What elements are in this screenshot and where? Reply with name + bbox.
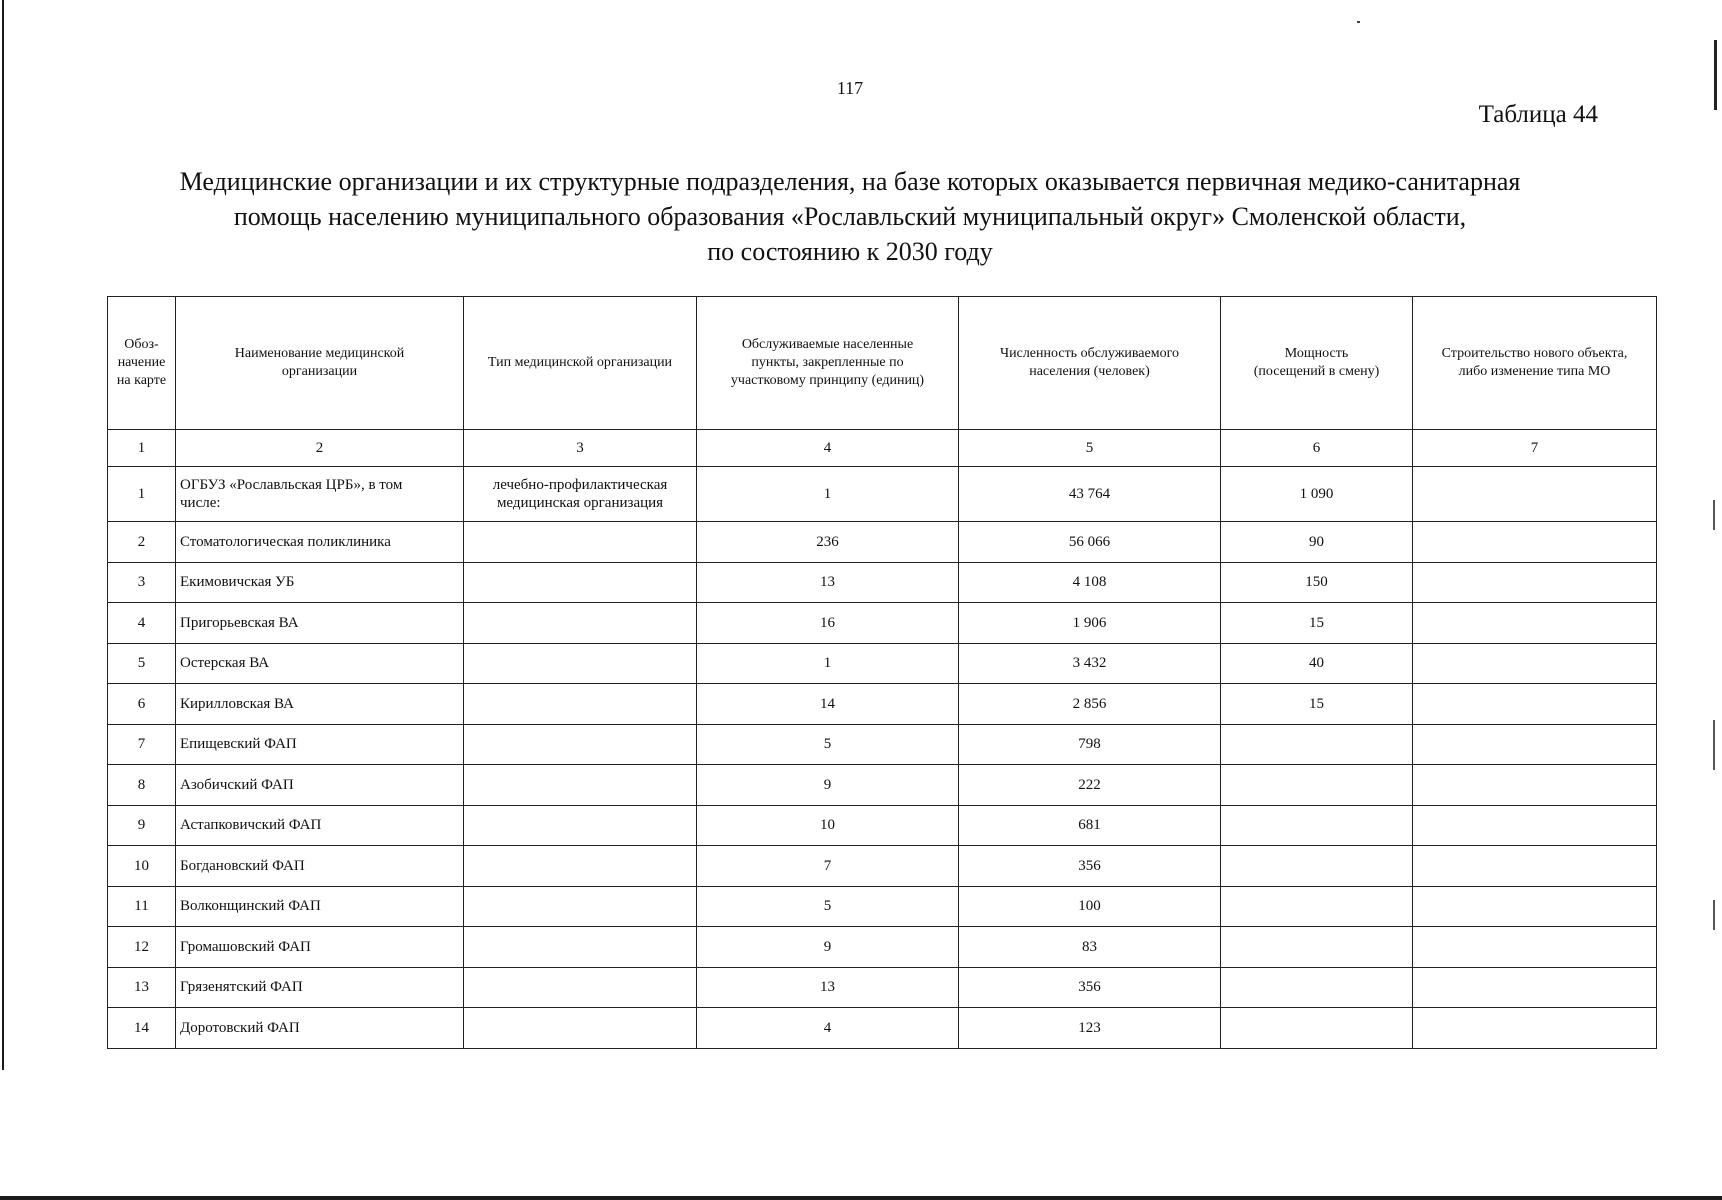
construction-cell [1413, 765, 1657, 806]
column-header [959, 297, 1221, 430]
settlements-cell: 5 [697, 886, 959, 927]
capacity-cell: 15 [1221, 603, 1413, 644]
page-number: 117 [836, 78, 864, 98]
capacity-cell [1221, 846, 1413, 887]
capacity-cell: 1 090 [1221, 467, 1413, 522]
settlements-cell: 236 [697, 522, 959, 563]
table-header-row [108, 297, 1657, 430]
organization-type-cell [464, 927, 697, 968]
capacity-cell: 150 [1221, 562, 1413, 603]
table-row [108, 805, 1657, 846]
map-code-cell: 4 [108, 603, 176, 644]
settlements-cell: 1 [697, 467, 959, 522]
page-right-edge-tick [1713, 500, 1715, 530]
capacity-cell: 90 [1221, 522, 1413, 563]
map-code-cell: 11 [108, 886, 176, 927]
organization-type-cell [464, 684, 697, 725]
settlements-cell: 5 [697, 724, 959, 765]
construction-cell [1413, 562, 1657, 603]
map-code-cell: 5 [108, 643, 176, 684]
construction-cell [1413, 522, 1657, 563]
organization-name-cell: Громашовский ФАП [176, 927, 464, 968]
column-number-row [108, 430, 1657, 467]
header-text: Обоз- начение на карте [116, 337, 167, 388]
settlements-cell: 14 [697, 684, 959, 725]
header-text: Тип медицинской организации [487, 355, 673, 370]
document-title [100, 164, 1600, 269]
map-code-cell: 8 [108, 765, 176, 806]
population-cell: 356 [959, 967, 1221, 1008]
population-cell: 100 [959, 886, 1221, 927]
capacity-cell: 40 [1221, 643, 1413, 684]
header-text: Численность обслуживаемого населения (человек) [1000, 346, 1179, 379]
map-code-cell: 14 [108, 1008, 176, 1049]
table-row [108, 927, 1657, 968]
medical-organizations-table [107, 296, 1657, 1049]
map-code-cell: 12 [108, 927, 176, 968]
settlements-cell: 1 [697, 643, 959, 684]
organization-type-cell: лечебно-профилактическая медицинская организация [464, 467, 697, 522]
organization-name-cell: Волконщинский ФАП [176, 886, 464, 927]
scan-speck [1357, 21, 1360, 23]
population-cell: 222 [959, 765, 1221, 806]
table-row [108, 846, 1657, 887]
map-code-cell: 3 [108, 562, 176, 603]
capacity-cell [1221, 805, 1413, 846]
capacity-cell [1221, 765, 1413, 806]
column-number: 6 [1221, 430, 1413, 467]
organization-type-cell [464, 765, 697, 806]
organization-name-cell: Грязенятский ФАП [176, 967, 464, 1008]
construction-cell [1413, 846, 1657, 887]
organization-type-cell [464, 522, 697, 563]
column-header [1413, 297, 1657, 430]
organization-name-cell: Азобичский ФАП [176, 765, 464, 806]
capacity-cell [1221, 927, 1413, 968]
page-left-edge-line [2, 0, 4, 1070]
construction-cell [1413, 927, 1657, 968]
construction-cell [1413, 967, 1657, 1008]
page-bottom-edge-line [0, 1196, 1722, 1200]
construction-cell [1413, 467, 1657, 522]
population-cell: 4 108 [959, 562, 1221, 603]
organization-type-cell [464, 1008, 697, 1049]
map-code-cell: 2 [108, 522, 176, 563]
population-cell: 2 856 [959, 684, 1221, 725]
column-number: 7 [1413, 430, 1657, 467]
table-row [108, 467, 1657, 522]
construction-cell [1413, 724, 1657, 765]
page-right-edge-tick [1713, 720, 1715, 770]
map-code-cell: 6 [108, 684, 176, 725]
capacity-cell [1221, 724, 1413, 765]
organization-type-cell [464, 805, 697, 846]
capacity-cell: 15 [1221, 684, 1413, 725]
table-row [108, 967, 1657, 1008]
page-right-edge-tick [1713, 900, 1715, 930]
settlements-cell: 16 [697, 603, 959, 644]
settlements-cell: 4 [697, 1008, 959, 1049]
table-row [108, 765, 1657, 806]
capacity-cell [1221, 1008, 1413, 1049]
settlements-cell: 10 [697, 805, 959, 846]
organization-type-cell [464, 846, 697, 887]
construction-cell [1413, 886, 1657, 927]
table-body [108, 467, 1657, 1049]
column-number: 2 [176, 430, 464, 467]
title-line: помощь населению муниципального образования «Рославльский муниципальный округ» Смоленской области, [233, 202, 1467, 231]
settlements-cell: 13 [697, 562, 959, 603]
organization-name-cell: Остерская ВА [176, 643, 464, 684]
header-text: Наименование медицинской организации [234, 346, 405, 379]
organization-name-cell: Доротовский ФАП [176, 1008, 464, 1049]
table-caption: Таблица 44 [1478, 101, 1598, 128]
construction-cell [1413, 1008, 1657, 1049]
map-code-cell: 10 [108, 846, 176, 887]
table-row [108, 562, 1657, 603]
organization-name-cell: ОГБУЗ «Рославльская ЦРБ», в том числе: [176, 467, 464, 522]
map-code-cell: 7 [108, 724, 176, 765]
table-row [108, 643, 1657, 684]
title-line: Медицинские организации и их структурные подразделения, на базе которых оказывается первичная медико-санитарная [179, 167, 1521, 196]
settlements-cell: 9 [697, 927, 959, 968]
capacity-cell [1221, 967, 1413, 1008]
population-cell: 123 [959, 1008, 1221, 1049]
construction-cell [1413, 684, 1657, 725]
organization-type-cell [464, 603, 697, 644]
title-line: по состоянию к 2030 году [707, 237, 993, 266]
organization-name-cell: Богдановский ФАП [176, 846, 464, 887]
capacity-cell [1221, 886, 1413, 927]
settlements-cell: 9 [697, 765, 959, 806]
population-cell: 83 [959, 927, 1221, 968]
construction-cell [1413, 643, 1657, 684]
organization-name-cell: Стоматологическая поликлиника [176, 522, 464, 563]
table-row [108, 684, 1657, 725]
column-number: 4 [697, 430, 959, 467]
map-code-cell: 9 [108, 805, 176, 846]
column-header [176, 297, 464, 430]
header-text: Строительство нового объекта, либо изменение типа МО [1441, 346, 1628, 379]
organization-name-cell: Астапковичский ФАП [176, 805, 464, 846]
construction-cell [1413, 603, 1657, 644]
population-cell: 356 [959, 846, 1221, 887]
table-row [108, 1008, 1657, 1049]
organization-type-cell [464, 724, 697, 765]
column-header [697, 297, 959, 430]
population-cell: 681 [959, 805, 1221, 846]
organization-name-cell: Епищевский ФАП [176, 724, 464, 765]
organization-type-cell [464, 967, 697, 1008]
column-number: 1 [108, 430, 176, 467]
organization-type-cell [464, 643, 697, 684]
settlements-cell: 13 [697, 967, 959, 1008]
organization-name-cell: Пригорьевская ВА [176, 603, 464, 644]
population-cell: 56 066 [959, 522, 1221, 563]
table-row [108, 603, 1657, 644]
organization-name-cell: Кирилловская ВА [176, 684, 464, 725]
organization-name-cell: Екимовичская УБ [176, 562, 464, 603]
column-header [464, 297, 697, 430]
table-row [108, 522, 1657, 563]
table-row [108, 724, 1657, 765]
column-header [108, 297, 176, 430]
population-cell: 3 432 [959, 643, 1221, 684]
page-right-edge-mark [1714, 40, 1717, 110]
map-code-cell: 1 [108, 467, 176, 522]
organization-type-cell [464, 562, 697, 603]
population-cell: 43 764 [959, 467, 1221, 522]
organization-type-cell [464, 886, 697, 927]
population-cell: 1 906 [959, 603, 1221, 644]
population-cell: 798 [959, 724, 1221, 765]
table-row [108, 886, 1657, 927]
header-text: Обслуживаемые населенные пункты, закрепленные по участковому принципу (единиц) [730, 337, 925, 388]
column-number: 3 [464, 430, 697, 467]
map-code-cell: 13 [108, 967, 176, 1008]
construction-cell [1413, 805, 1657, 846]
column-number: 5 [959, 430, 1221, 467]
header-text: Мощность (посещений в смену) [1253, 346, 1380, 379]
column-header [1221, 297, 1413, 430]
settlements-cell: 7 [697, 846, 959, 887]
